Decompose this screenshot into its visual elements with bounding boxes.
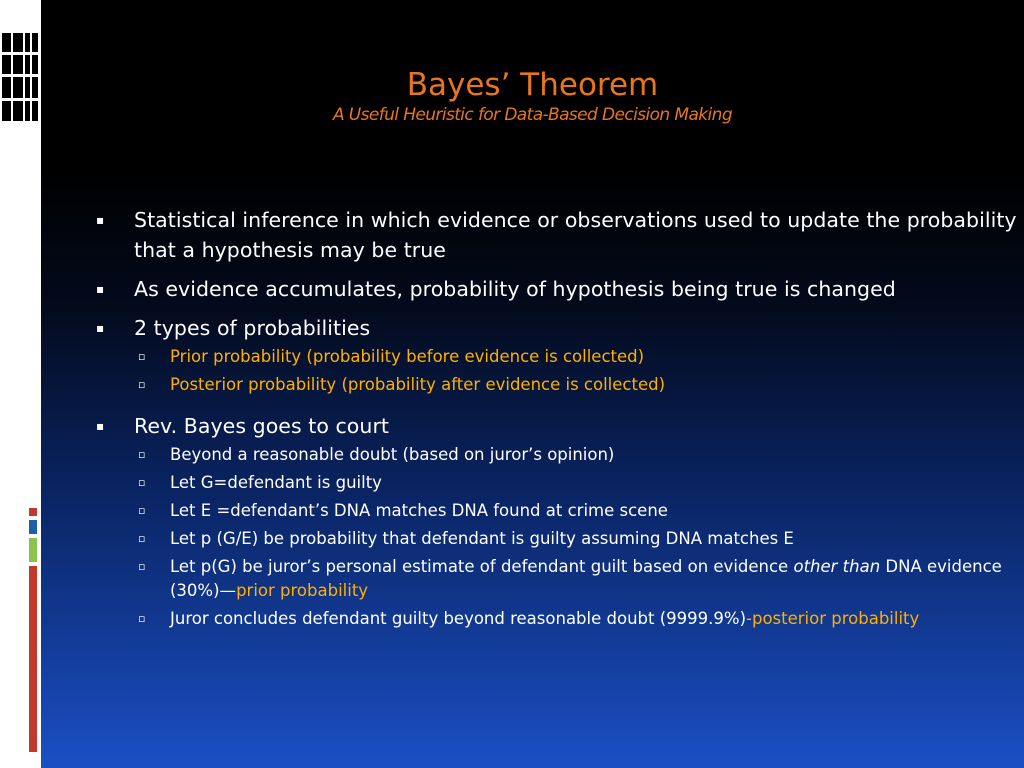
sub-bullet-item xyxy=(96,443,1024,467)
bullet-text: Rev. Bayes goes to court xyxy=(134,414,390,438)
highlight-text: -posterior probability xyxy=(746,609,920,628)
sub-bullet-text: Prior probability (probability before evidence is collected) xyxy=(170,347,645,366)
grid-icon xyxy=(0,28,40,128)
sub-bullet-marker: ▫ xyxy=(138,350,146,363)
bullet-marker: ▪ xyxy=(96,321,105,335)
title-block xyxy=(41,66,1024,126)
sub-bullet-marker: ▫ xyxy=(138,532,146,545)
sub-bullet-list xyxy=(134,345,1024,397)
slide-title: Bayes’ Theorem xyxy=(406,67,659,103)
bullet-item xyxy=(96,274,1024,304)
bullet-marker: ▪ xyxy=(96,282,105,296)
sub-bullet-item xyxy=(96,345,1024,369)
bullet-marker: ▪ xyxy=(96,419,105,433)
sub-bullet-text: Let E =defendant’s DNA matches DNA found at crime scene xyxy=(170,501,668,520)
sub-bullet-text-part: Let p(G) be juror’s personal estimate of defendant guilt based on evidence xyxy=(170,557,794,576)
sub-bullet-item xyxy=(96,527,1024,551)
sub-bullet-marker: ▫ xyxy=(138,378,146,391)
bullet-marker: ▪ xyxy=(96,213,105,227)
bullet-text: As evidence accumulates, probability of hypothesis being true is changed xyxy=(134,277,896,301)
bullet-item xyxy=(96,411,1024,441)
slide-subtitle: A Useful Heuristic for Data-Based Decision Making xyxy=(332,105,733,125)
sub-bullet-marker: ▫ xyxy=(138,560,146,573)
sub-bullet-text: Beyond a reasonable doubt (based on juror’s opinion) xyxy=(170,445,615,464)
sub-bullet-text-part: Juror concludes defendant guilty beyond reasonable doubt (9999.9%) xyxy=(170,609,747,628)
accent-red-long xyxy=(29,566,37,752)
sub-bullet-text: Let G=defendant is guilty xyxy=(170,473,382,492)
bullet-item xyxy=(96,313,1024,343)
emphasis-text: other than xyxy=(793,557,881,576)
sub-bullet-marker: ▫ xyxy=(138,612,146,625)
sub-bullet-item xyxy=(96,471,1024,495)
sub-bullet-item xyxy=(96,607,1024,631)
sub-bullet-text: Posterior probability (probability after evidence is collected) xyxy=(170,375,666,394)
accent-blue xyxy=(29,520,37,534)
sub-bullet-list xyxy=(134,443,1024,631)
bullet-item xyxy=(96,205,1024,265)
sub-bullet-marker: ▫ xyxy=(138,504,146,517)
highlight-text: prior probability xyxy=(236,581,369,600)
color-accent-strip xyxy=(29,508,37,752)
sub-bullet-item xyxy=(96,499,1024,523)
accent-green xyxy=(29,538,37,562)
bullet-text: 2 types of probabilities xyxy=(134,316,371,340)
bullet-text: Statistical inference in which evidence or observations used to update the probability that a hypothesis may be true xyxy=(134,208,1017,262)
sub-bullet-item xyxy=(96,373,1024,397)
sub-bullet-text: Let p (G/E) be probability that defendant is guilty assuming DNA matches E xyxy=(170,529,794,548)
left-decorative-bar xyxy=(0,0,41,768)
sub-bullet-item xyxy=(96,555,1024,603)
sub-bullet-marker: ▫ xyxy=(138,448,146,461)
sub-bullet-marker: ▫ xyxy=(138,476,146,489)
accent-red-top xyxy=(29,508,37,516)
bullet-list xyxy=(96,205,1024,641)
sub-bullet-text-part: DNA evidence (30%)— xyxy=(170,557,1002,600)
